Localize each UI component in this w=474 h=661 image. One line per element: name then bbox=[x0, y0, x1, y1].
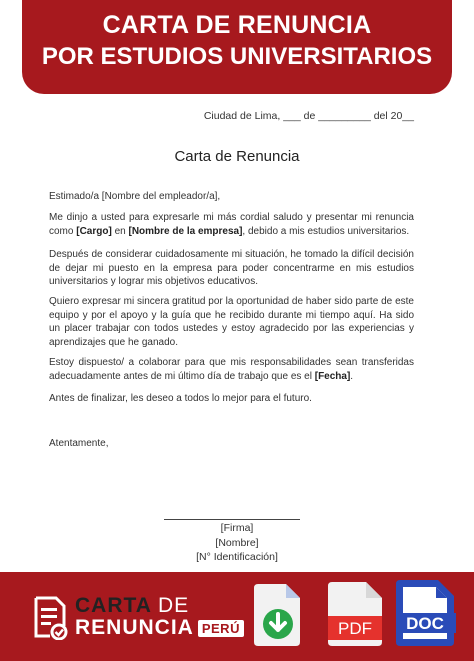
signature-line bbox=[164, 519, 300, 520]
document-check-icon bbox=[34, 596, 68, 640]
placeholder-empresa: [Nombre de la empresa] bbox=[128, 225, 243, 237]
signature-id: [N° Identificación] bbox=[196, 551, 278, 563]
pdf-label: PDF bbox=[338, 619, 372, 638]
letter-paragraph-3: Quiero expresar mi sincera gratitud por la oportunidad de haber sido parte de este equipo y por el apoyo y la guía que he recibido durante mi tiempo aquí. Ha sido un placer trabajar con todos ustedes y estoy agradecido por las experiencias y aprendizajes que he ganado. bbox=[49, 296, 414, 348]
banner-title-line1: CARTA DE RENUNCIA bbox=[102, 11, 372, 39]
doc-file-icon[interactable] bbox=[396, 580, 458, 646]
title-banner bbox=[22, 0, 452, 94]
letter-paragraph-2: Después de considerar cuidadosamente mi situación, he tomado la difícil decisión de dejar mi puesto en la empresa para poder concentrarme en mis estudios universitarios y lograr mis objetivos educativos. bbox=[49, 249, 414, 287]
placeholder-fecha: [Fecha] bbox=[314, 370, 351, 382]
download-icon[interactable] bbox=[254, 584, 300, 646]
signature-firma: [Firma] bbox=[220, 522, 254, 534]
logo-text-line2: RENUNCIA PERÚ bbox=[75, 616, 244, 640]
letter-closing: Atentamente, bbox=[49, 438, 109, 449]
doc-label: DOC bbox=[406, 614, 444, 633]
place-date-line: Ciudad de Lima, ___ de _________ del 20__ bbox=[203, 110, 414, 122]
placeholder-cargo: [Cargo] bbox=[76, 225, 112, 237]
logo-peru-badge: PERÚ bbox=[198, 620, 244, 637]
brand-logo[interactable] bbox=[34, 596, 244, 640]
letter-title: Carta de Renuncia bbox=[174, 148, 300, 165]
signature-nombre: [Nombre] bbox=[215, 537, 259, 549]
logo-text-line1: CARTA DE bbox=[75, 594, 190, 617]
letter-greeting: Estimado/a [Nombre del empleador/a], bbox=[49, 191, 221, 202]
pdf-file-icon[interactable] bbox=[328, 582, 382, 646]
letter-paragraph-4: Estoy dispuesto/ a colaborar para que mis responsabilidades sean transferidas adecuadamente antes de mi último día de trabajo que es el [Fecha]. bbox=[49, 357, 414, 382]
letter-paragraph-1: Me dinjo a usted para expresarle mi más cordial saludo y presentar mi renuncia como [Cargo] en [Nombre de la empresa], debido a mis estudios universitarios. bbox=[49, 212, 414, 237]
letter-paragraph-5: Antes de finalizar, les deseo a todos lo mejor para el futuro. bbox=[49, 393, 312, 404]
banner-title-line2: POR ESTUDIOS UNIVERSITARIOS bbox=[41, 43, 433, 70]
